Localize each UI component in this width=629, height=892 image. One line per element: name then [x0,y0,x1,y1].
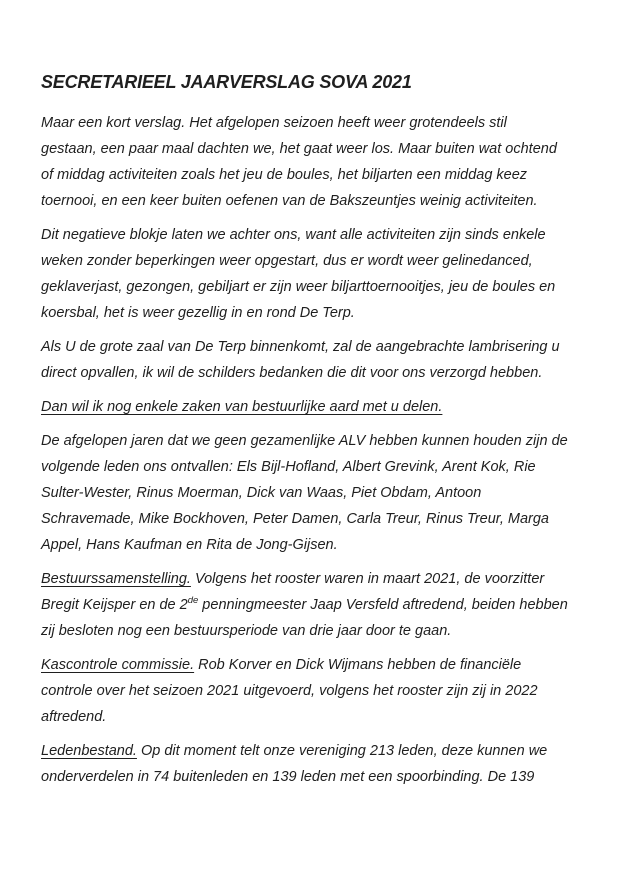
text-line: direct opvallen, ik wil de schilders bedanken die dit voor ons verzorgd hebben. [41,365,543,381]
text-run: Volgens het rooster waren in maart 2021, de voorzitter [190,571,545,587]
underlined-sentence: Dan wil ik nog enkele zaken van bestuurlijke aard met u delen. [41,399,443,415]
text-line: controle over het seizoen 2021 uitgevoerd, volgens het rooster zijn zij in 2022 [41,683,538,699]
paragraph-restart [41,222,611,326]
text-line: Als U de grote zaal van De Terp binnenkomt, zal de aangebrachte lambrisering u [41,339,560,355]
text-line [41,738,611,764]
text-line [41,566,611,592]
text-line: aftredend. [41,709,107,725]
text-line: Maar een kort verslag. Het afgelopen seizoen heeft weer grotendeels stil [41,115,507,131]
paragraph-lambrisering [41,334,611,386]
text-line: of middag activiteiten zoals het jeu de boules, het biljarten een middag keez [41,167,528,183]
superscript-ordinal: de [187,595,199,607]
text-run: Op dit moment telt onze vereniging 213 leden, deze kunnen we [136,743,548,759]
text-line: toernooi, en een keer buiten oefenen van de Bakszeuntjes weinig activiteiten. [41,193,538,209]
text-line [41,592,611,618]
text-line: weken zonder beperkingen weer opgestart, dus er wordt weer gelinedanced, [41,253,533,269]
text-line: gestaan, een paar maal dachten we, het gaat weer los. Maar buiten wat ochtend [41,141,557,157]
text-line [41,652,611,678]
text-run: Bregit Keijsper en de 2 [41,597,188,613]
text-line [41,394,611,420]
paragraph-bestuurssamenstelling [41,566,611,644]
text-line: volgende leden ons ontvallen: Els Bijl-Hofland, Albert Grevink, Arent Kok, Rie [41,459,536,475]
text-line: zij besloten nog een bestuursperiode van drie jaar door te gaan. [41,623,452,639]
text-run: penningmeester Jaap Versfeld aftredend, beiden hebben [198,597,568,613]
paragraph-bestuurlijk [41,394,611,420]
paragraph-ontvallen [41,428,611,558]
text-line: onderverdelen in 74 buitenleden en 139 leden met een spoorbinding. De 139 [41,769,535,785]
text-line: Appel, Hans Kaufman en Rita de Jong-Gijsen. [41,537,338,553]
paragraph-ledenbestand [41,738,611,790]
underlined-heading: Ledenbestand. [41,743,137,759]
paragraph-kascontrole [41,652,611,730]
document-title: SECRETARIEEL JAARVERSLAG SOVA 2021 [41,72,412,92]
text-line: Dit negatieve blokje laten we achter ons, want alle activiteiten zijn sinds enkele [41,227,546,243]
underlined-heading: Bestuurssamenstelling. [41,571,191,587]
text-run: Rob Korver en Dick Wijmans hebben de financiële [194,657,522,673]
text-line: koersbal, het is weer gezellig in en rond De Terp. [41,305,355,321]
paragraph-intro [41,110,611,214]
text-line: De afgelopen jaren dat we geen gezamenlijke ALV hebben kunnen houden zijn de [41,433,568,449]
text-line: Schravemade, Mike Bockhoven, Peter Damen, Carla Treur, Rinus Treur, Marga [41,511,549,527]
text-line: Sulter-Wester, Rinus Moerman, Dick van Waas, Piet Obdam, Antoon [41,485,482,501]
text-line: geklaverjast, gezongen, gebiljart er zijn weer biljarttoernooitjes, jeu de boules en [41,279,556,295]
underlined-heading: Kascontrole commissie. [41,657,195,673]
